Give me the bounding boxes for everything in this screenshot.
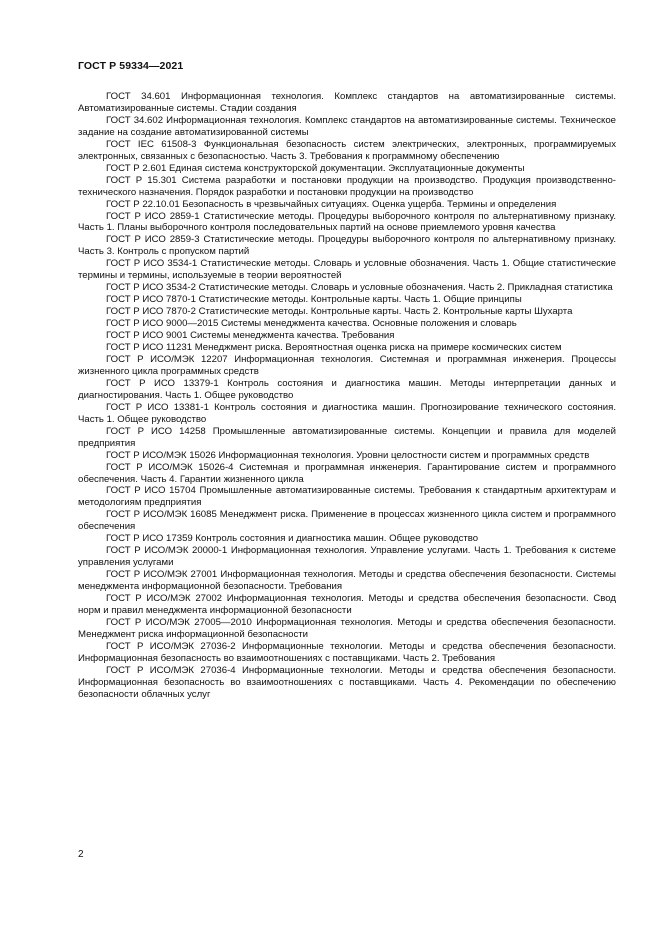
reference-item: ГОСТ Р ИСО 11231 Менеджмент риска. Вероятностная оценка риска на примере космических систем [106, 342, 562, 354]
reference-item: ГОСТ 34.602 Информационная технология. Комплекс стандартов на автоматизированные системы. Техническое задание на создание автоматизированной системы [78, 114, 616, 138]
reference-item: ГОСТ Р ИСО 15704 Промышленные автоматизированные системы. Требования к стандартным архитектурам и методологиям предприятия [78, 485, 616, 509]
reference-item: ГОСТ Р ИСО 3534-2 Статистические методы. Словарь и условные обозначения. Часть 2. Прикладная статистика [106, 282, 613, 294]
reference-item: ГОСТ Р ИСО 3534-1 Статистические методы. Словарь и условные обозначения. Часть 1. Общие статистические термины и термины, используемые в теории вероятностей [78, 258, 616, 282]
reference-item: ГОСТ Р ИСО/МЭК 16085 Менеджмент риска. Применение в процессах жизненного цикла систем и программного обеспечения [78, 509, 616, 533]
reference-item: ГОСТ Р ИСО/МЭК 27001 Информационная технология. Методы и средства обеспечения безопасности. Системы менеджмента информационной безопасности. Требования [78, 569, 616, 593]
reference-item: ГОСТ Р 15.301 Система разработки и постановки продукции на производство. Продукция производственно-технического назначения. Порядок разработки и постановки продукции на производство [78, 174, 616, 198]
page-number: 2 [78, 849, 84, 860]
reference-item: ГОСТ Р ИСО 2859-1 Статистические методы. Процедуры выборочного контроля по альтернативному признаку. Часть 1. Планы выборочного контроля последовательных партий на основе приемлемого уровня качества [78, 210, 616, 234]
reference-item: ГОСТ Р ИСО 17359 Контроль состояния и диагностика машин. Общее руководство [106, 533, 479, 545]
reference-item: ГОСТ IEC 61508-3 Функциональная безопасность систем электрических, электронных, программируемых электронных, связанных с безопасностью. Часть 3. Требования к программному обеспечению [78, 138, 616, 162]
reference-item: ГОСТ Р ИСО 2859-3 Статистические методы. Процедуры выборочного контроля по альтернативному признаку. Часть 3. Контроль с пропуском партий [78, 234, 616, 258]
reference-item: ГОСТ Р 22.10.01 Безопасность в чрезвычайных ситуациях. Оценка ущерба. Термины и определения [106, 198, 557, 210]
reference-item: ГОСТ Р ИСО 9000—2015 Системы менеджмента качества. Основные положения и словарь [106, 318, 517, 330]
reference-item: ГОСТ Р ИСО/МЭК 15026-4 Системная и программная инженерия. Гарантирование систем и программного обеспечения. Часть 4. Гарантии жизненного цикла [78, 461, 616, 485]
reference-item: ГОСТ Р ИСО/МЭК 27002 Информационная технология. Методы и средства обеспечения безопасности. Свод норм и правил менеджмента информационной безопасности [78, 593, 616, 616]
document-header-title: ГОСТ Р 59334—2021 [78, 60, 184, 72]
reference-item: ГОСТ 34.601 Информационная технология. Комплекс стандартов на автоматизированные системы. Автоматизированные системы. Стадии создания [78, 91, 616, 114]
reference-item: ГОСТ Р ИСО/МЭК 12207 Информационная технология. Системная и программная инженерия. Процессы жизненного цикла программных средств [78, 353, 616, 377]
reference-item: ГОСТ Р ИСО/МЭК 27005—2010 Информационная технология. Методы и средства обеспечения безопасности. Менеджмент риска информационной безопасности [78, 616, 616, 640]
reference-item: ГОСТ Р ИСО/МЭК 27036-2 Информационные технологии. Методы и средства обеспечения безопасности. Информационная безопасность во взаимоотношениях с поставщиками. Часть 2. Требования [78, 640, 616, 664]
reference-item: ГОСТ Р ИСО 14258 Промышленные автоматизированные системы. Концепции и правила для моделей предприятия [78, 425, 616, 449]
reference-item: ГОСТ Р ИСО/МЭК 15026 Информационная технология. Уровни целостности систем и программных средств [106, 449, 590, 461]
references-list [78, 91, 616, 701]
reference-item: ГОСТ Р ИСО 9001 Системы менеджмента качества. Требования [106, 330, 395, 342]
reference-item: ГОСТ Р 2.601 Единая система конструкторской документации. Эксплуатационные документы [106, 162, 525, 174]
reference-item: ГОСТ Р ИСО 7870-1 Статистические методы. Контрольные карты. Часть 1. Общие принципы [106, 294, 522, 306]
reference-item: ГОСТ Р ИСО 7870-2 Статистические методы. Контрольные карты. Часть 2. Контрольные карты Шухарта [106, 306, 573, 318]
reference-item: ГОСТ Р ИСО/МЭК 27036-4 Информационные технологии. Методы и средства обеспечения безопасности. Информационная безопасность во взаимоотношениях с поставщиками. Часть 4. Рекомендации по обеспечению безопасности облачных услуг [78, 664, 616, 700]
reference-item: ГОСТ Р ИСО 13379-1 Контроль состояния и диагностика машин. Методы интерпретации данных и диагностирования. Часть 1. Общее руководство [78, 377, 616, 401]
reference-item: ГОСТ Р ИСО/МЭК 20000-1 Информационная технология. Управление услугами. Часть 1. Требования к системе управления услугами [78, 545, 616, 569]
reference-item: ГОСТ Р ИСО 13381-1 Контроль состояния и диагностика машин. Прогнозирование технического состояния. Часть 1. Общее руководство [78, 401, 616, 425]
